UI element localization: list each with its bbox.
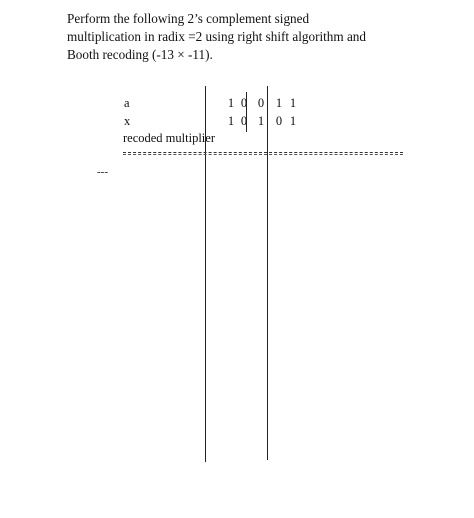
a-bit-2: 0 <box>257 96 265 110</box>
x-bit-2: 1 <box>257 114 265 128</box>
divider-line-left <box>205 86 206 462</box>
problem-statement <box>67 10 427 64</box>
dashed-separator-lower <box>123 154 403 155</box>
problem-line-3: Booth recoding (-13 × -11). <box>67 47 213 62</box>
x-bit-4: 1 <box>227 114 235 128</box>
a-bit-0: 1 <box>289 96 297 110</box>
row-label-x: x <box>124 114 131 128</box>
x-bit-0: 1 <box>289 114 297 128</box>
dashed-separator <box>123 152 403 153</box>
x-bit-1: 0 <box>275 114 283 128</box>
problem-line-1: Perform the following 2’s complement signed <box>67 11 310 26</box>
problem-line-2: multiplication in radix =2 using right shift algorithm and <box>67 29 366 44</box>
row-label-recoded-multiplier: recoded multiplier <box>123 131 215 145</box>
x-bit-3: 0 <box>240 114 248 128</box>
lower-dash-mark: --- <box>97 166 108 178</box>
a-bit-4: 1 <box>227 96 235 110</box>
divider-line-right <box>267 86 268 460</box>
a-bit-3: 0 <box>240 96 248 110</box>
a-bit-1: 1 <box>275 96 283 110</box>
row-label-a: a <box>124 96 130 110</box>
divider-line-short <box>246 92 247 132</box>
